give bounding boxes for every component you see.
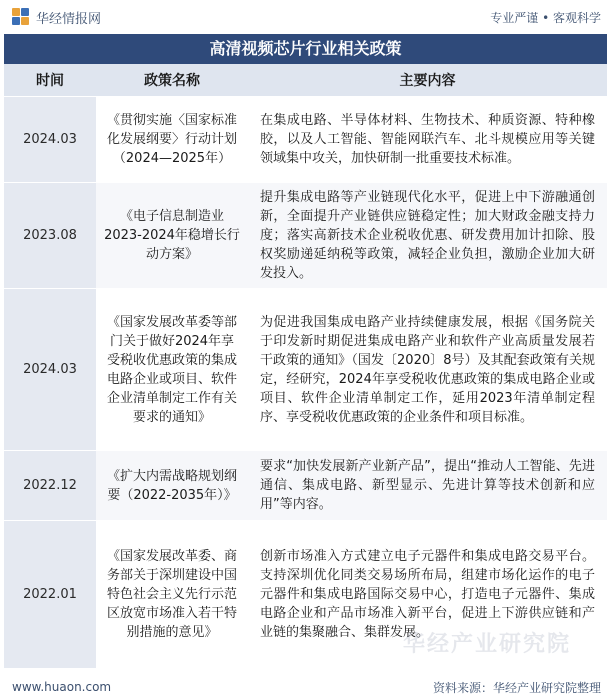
row-policy-name: 《国家发展改革委等部门关于做好2024年享受税收优惠政策的集成电路企业或项目、软件企业清单制定工作有关要求的通知》 bbox=[96, 289, 248, 451]
row-content: 创新市场准入方式建立电子元器件和集成电路交易平台。支持深圳优化同类交易场所布局，组建市场化运作的电子元器件和集成电路国际交易中心，打造电子元器件、集成电路企业和产品市场准入新平台，促进上下游供应链和产业链的集聚融合、集群发展。 bbox=[248, 521, 607, 669]
row-content: 在集成电路、半导体材料、生物技术、种质资源、特种橡胶，以及人工智能、智能网联汽车、北斗规模应用等关键领域集中攻关，加快研制一批重要技术标准。 bbox=[248, 97, 607, 183]
table-title: 高清视频芯片行业相关政策 bbox=[4, 34, 607, 64]
watermark: 华经产业研究院 bbox=[402, 632, 571, 657]
row-time: 2024.03 bbox=[4, 97, 96, 183]
row-policy-name: 《扩大内需战略规划纲要（2022-2035年）》 bbox=[96, 451, 248, 521]
row-time: 2024.03 bbox=[4, 289, 96, 451]
column-header-time: 时间 bbox=[4, 64, 96, 97]
row-time: 2022.01 bbox=[4, 521, 96, 669]
top-bar bbox=[0, 0, 611, 34]
footer-source: 资料来源：华经产业研究院整理 bbox=[432, 680, 601, 695]
brand-name: 华经情报网 bbox=[36, 11, 102, 27]
brand-logo-icon bbox=[12, 8, 30, 26]
footer bbox=[0, 676, 611, 698]
row-content: 为促进我国集成电路产业持续健康发展，根据《国务院关于印发新时期促进集成电路产业和软件产业高质量发展若干政策的通知》（国发〔2020〕8号）及其配套政策有关规定，经研究，2024年享受税收优惠政策的集成电路企业或项目、软件企业清单制定工作，延用2023年清单制定程序、享受税收优惠政策的企业条件和项目标准。 bbox=[248, 289, 607, 451]
table-row bbox=[4, 451, 607, 521]
column-header-name: 政策名称 bbox=[96, 64, 248, 97]
column-header-content: 主要内容 bbox=[248, 64, 607, 97]
table-row bbox=[4, 183, 607, 289]
policy-table bbox=[4, 64, 607, 669]
table-header-row bbox=[4, 64, 607, 97]
table-row bbox=[4, 97, 607, 183]
row-time: 2022.12 bbox=[4, 451, 96, 521]
row-policy-name: 《贯彻实施〈国家标准化发展纲要〉行动计划（2024—2025年） bbox=[96, 97, 248, 183]
row-content: 要求“加快发展新产业新产品”，提出“推动人工智能、先进通信、集成电路、新型显示、先进计算等技术创新和应用”等内容。 bbox=[248, 451, 607, 521]
slogan: 专业严谨 • 客观科学 bbox=[490, 10, 601, 25]
row-policy-name: 《国家发展改革委、商务部关于深圳建设中国特色社会主义先行示范区放宽市场准入若干特别措施的意见》 bbox=[96, 521, 248, 669]
table-row bbox=[4, 289, 607, 451]
row-policy-name: 《电子信息制造业2023-2024年稳增长行动方案》 bbox=[96, 183, 248, 289]
brand bbox=[12, 8, 101, 27]
row-content: 提升集成电路等产业链现代化水平，促进上中下游融通创新，全面提升产业链供应链稳定性；加大财政金融支持力度；落实高新技术企业税收优惠、研发费用加计扣除、股权奖励递延纳税等政策，减轻企业负担，激励企业加大研发投入。 bbox=[248, 183, 607, 289]
row-time: 2023.08 bbox=[4, 183, 96, 289]
footer-url: www.huaon.com bbox=[12, 680, 112, 694]
